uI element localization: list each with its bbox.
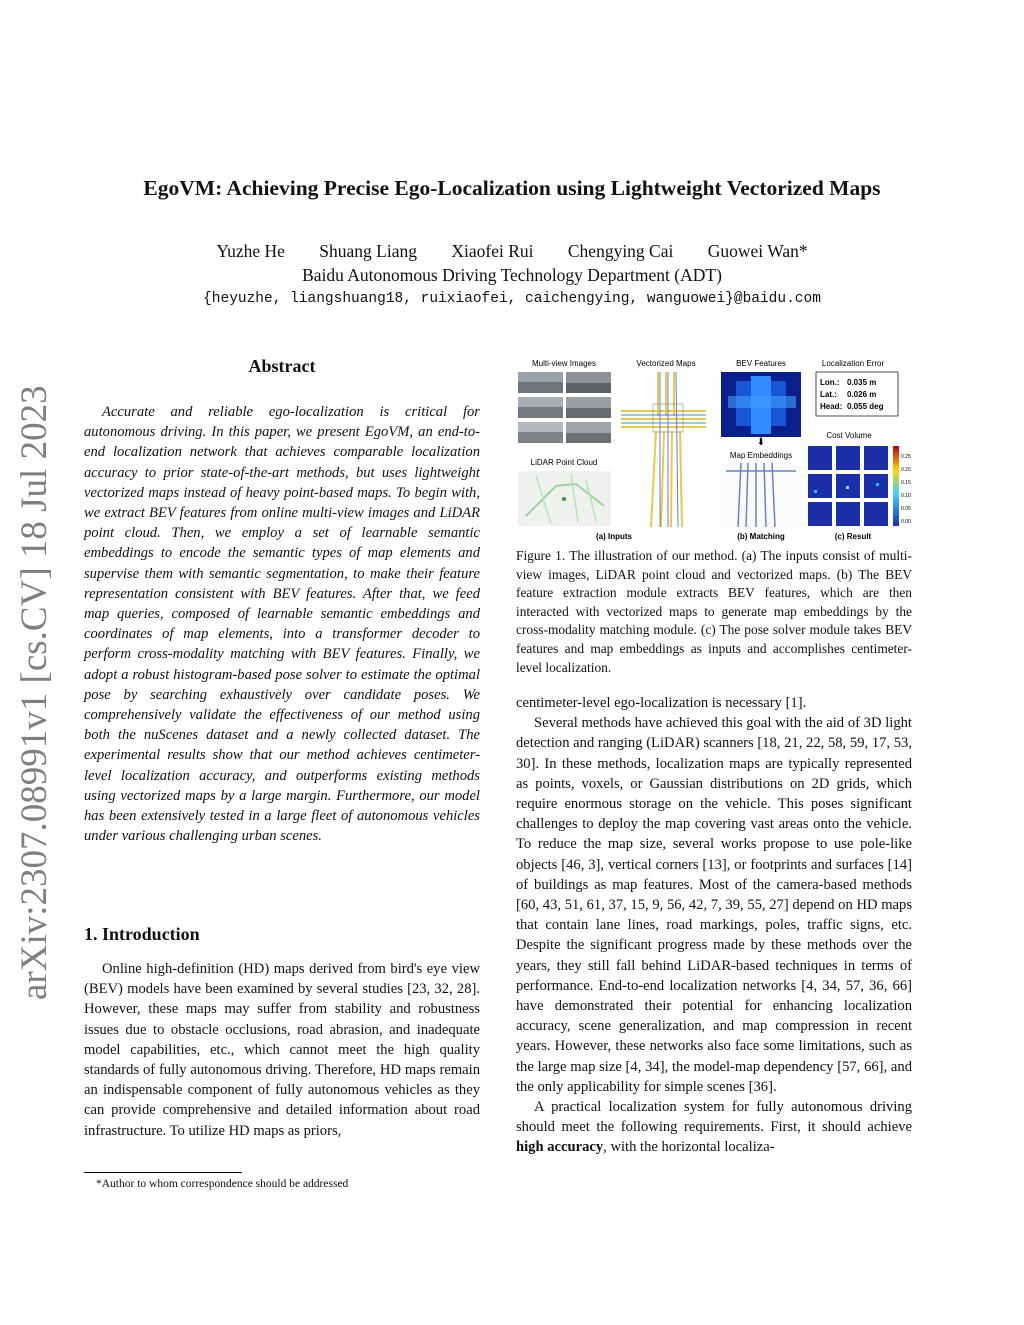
- subfig-label-b: (b) Matching: [737, 532, 785, 541]
- author-list: [0, 241, 1024, 262]
- intro-text: Online high-definition (HD) maps derived from bird's eye view (BEV) models have been examined by several studies [23, 32, 28]. However, these maps may suffer from stability and robustness issues due to obstacle occlusions, road abrasion, and inadequate model capabilities, etc., which cannot meet the high quality standards of fully autonomous driving. Therefore, HD maps remain an indispensable component of fully autonomous vehicles as they can provide comprehensive and detailed information about road infrastructure. To utilize HD maps as priors,: [84, 961, 480, 1139]
- colorbar-tick: 0.25: [901, 454, 911, 460]
- colorbar-tick: 0.20: [901, 467, 911, 473]
- error-value: 0.026 m: [847, 390, 877, 399]
- affiliation: Baidu Autonomous Driving Technology Department (ADT): [302, 265, 722, 285]
- paragraph: centimeter-level ego-localization is necessary [1].: [516, 695, 807, 711]
- figure-illustration: [516, 356, 914, 546]
- footnote: *Author to whom correspondence should be addressed: [96, 1178, 349, 1190]
- paragraph-text: A practical localization system for fully autonomous driving should meet the following requirements. First, it should achieve: [516, 1099, 912, 1136]
- colorbar-tick: 0.05: [901, 506, 911, 512]
- paragraph: Several methods have achieved this goal with the aid of 3D light detection and ranging (LiDAR) scanners [18, 21, 22, 58, 59, 17, 53, 30]. In these methods, localization maps are typically represented as points, voxels, or Gaussian distributions on 2D grids, which require enormous storage on the vehicle. This poses significant challenges to deploy the map covering vast areas onto the vehicle. To reduce the map size, several works propose to use pole-like objects [46, 3], vertical corners [13], or footprints and surfaces [14] of buildings as map features. Most of the camera-based methods [60, 43, 51, 61, 37, 15, 9, 56, 42, 7, 39, 55, 27] depend on HD maps that contain lane lines, road markings, poles, traffic signs, etc. Despite the significant progress made by these methods over the years, they still fall behind LiDAR-based techniques in terms of performance. End-to-end localization networks [4, 34, 57, 36, 66] have demonstrated their potential for enhancing localization accuracy, scene generalization, and map compression in recent years. However, these networks also face some limitations, such as the large map size [4, 34], the model-map dependency [57, 66], and the only applicability for simple scenes [36].: [516, 715, 912, 1095]
- error-key: Head:: [820, 402, 843, 411]
- label-multiview: Multi-view Images: [531, 359, 597, 368]
- map-embeddings: [721, 463, 801, 527]
- paragraph: [516, 1097, 912, 1158]
- cost-volume-grid: [808, 446, 888, 526]
- footnote-rule: [84, 1172, 242, 1173]
- author: Shuang Liang: [319, 241, 417, 261]
- label-loc-error: Localization Error: [821, 359, 885, 368]
- paragraph-text: , with the horizontal localiza-: [603, 1139, 775, 1156]
- label-vectorized: Vectorized Maps: [636, 359, 696, 368]
- bev-features: [721, 372, 801, 437]
- arxiv-identifier: arXiv:2307.08991v1 [cs.CV] 18 Jul 2023: [14, 385, 55, 1000]
- abstract-heading: Abstract: [248, 356, 316, 376]
- subfig-label-c: (c) Result: [834, 532, 872, 541]
- intro-heading: 1. Introduction: [84, 924, 200, 944]
- abstract-text: Accurate and reliable ego-localization is critical for autonomous driving. In this paper, we present EgoVM, an end-to-end localization network that achieves comparable localization accuracy to prior state-of-the-art methods, but uses lightweight vectorized maps instead of heavy point-based maps. To begin with, we extract BEV features from online multi-view images and LiDAR point cloud. Then, we employ a set of learnable semantic embeddings to encode the semantic types of map elements and supervise them with semantic segmentation, to make their feature representation consistent with BEV features. After that, we feed map queries, composed of learnable semantic embeddings and coordinates of map elements, into a transformer decoder to perform cross-modality matching with BEV features. Finally, we adopt a robust histogram-based pose solver to estimate the optimal pose by searching exhaustively over candidate poses. We comprehensively validate the effectiveness of our method using both the nuScenes dataset and a newly collected dataset. The experimental results show that our method achieves centimeter-level localization accuracy, and outperforms existing methods using vectorized maps by a large margin. Furthermore, our model has been extensively tested in a large fleet of autonomous vehicles under various challenging urban scenes.: [84, 404, 480, 845]
- author: Guowei Wan*: [707, 241, 808, 261]
- multiview-images: [518, 372, 611, 443]
- figure-caption: Figure 1. The illustration of our method. (a) The inputs consist of multi-view images, LiDAR point cloud and vectorized maps. (b) The BEV feature extraction module extracts BEV features, which are then interacted with vectorized maps to generate map embeddings by the cross-modality matching module. (c) The pose solver module takes BEV features and map embeddings as inputs and accomplishes centimeter-level localization.: [516, 548, 912, 675]
- author: Yuzhe He: [216, 241, 285, 261]
- localization-error-box: [816, 372, 898, 416]
- subfig-label-a: (a) Inputs: [596, 532, 632, 541]
- author: Xiaofei Rui: [451, 241, 534, 261]
- error-value: 0.035 m: [847, 378, 877, 387]
- colorbar-tick: 0.10: [901, 493, 911, 499]
- vectorized-map: [621, 372, 709, 527]
- colorbar-tick: 0.15: [901, 480, 911, 486]
- label-cost-volume: Cost Volume: [826, 431, 872, 440]
- label-lidar: LiDAR Point Cloud: [530, 458, 598, 467]
- error-key: Lon.:: [820, 378, 840, 387]
- down-arrow-icon: ⬇: [756, 437, 766, 448]
- colorbar-tick: 0.00: [901, 519, 911, 525]
- author-emails: {heyuzhe, liangshuang18, ruixiaofei, caichengying, wanguowei}@baidu.com: [203, 291, 821, 307]
- paper-title: EgoVM: Achieving Precise Ego-Localization using Lightweight Vectorized Maps: [143, 176, 881, 200]
- error-value: 0.055 deg: [847, 402, 884, 411]
- author: Chengying Cai: [567, 241, 674, 261]
- figure-1: [516, 356, 914, 546]
- right-column-text: [516, 693, 912, 1158]
- lidar-point-cloud: [518, 471, 611, 526]
- error-key: Lat.:: [820, 390, 837, 399]
- label-map-embeddings: Map Embeddings: [729, 451, 793, 460]
- label-bev: BEV Features: [736, 359, 786, 368]
- colorbar: [893, 446, 911, 526]
- emphasis-text: high accuracy: [516, 1139, 604, 1156]
